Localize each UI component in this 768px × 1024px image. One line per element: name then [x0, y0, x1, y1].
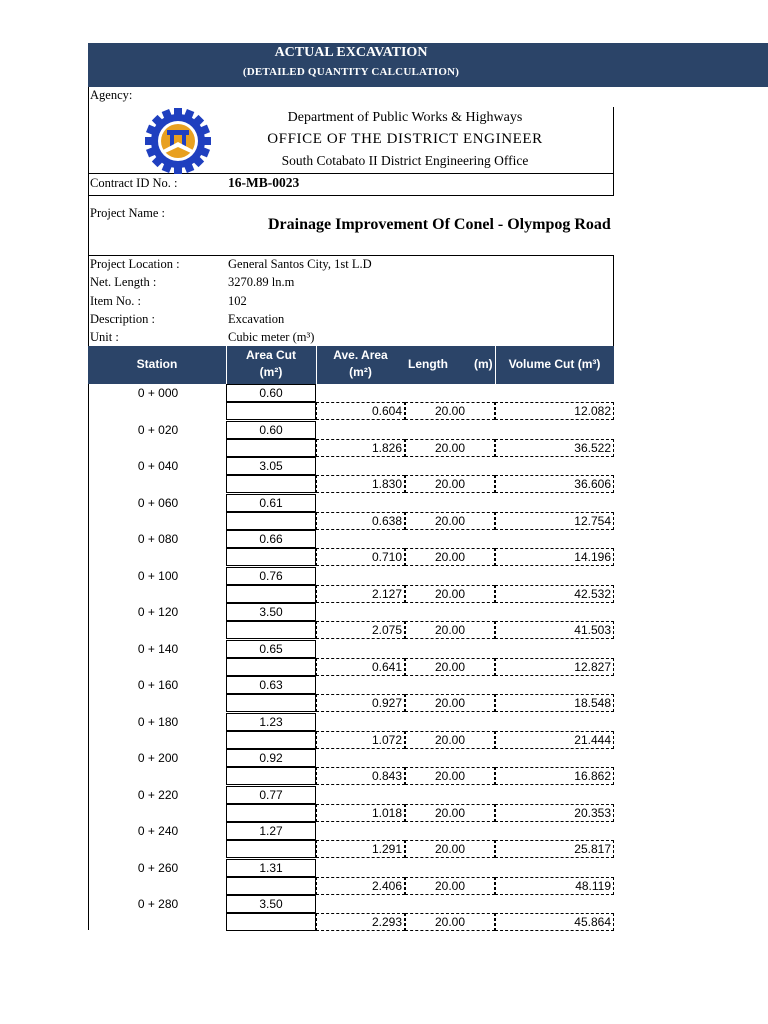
- station-label: 0 + 200: [137, 751, 179, 765]
- project-name-label: Project Name :: [90, 206, 165, 220]
- area-cut-blank-cell: [226, 731, 316, 749]
- area-cut-blank-cell: [226, 804, 316, 822]
- net-length-label: Net. Length :: [90, 275, 157, 289]
- station-label: 0 + 220: [137, 788, 179, 802]
- station-label: 0 + 240: [137, 824, 179, 838]
- contract-id-label: Contract ID No. :: [90, 176, 178, 190]
- area-cut-blank-cell: [226, 475, 316, 493]
- area-cut-value: 3.05: [259, 459, 283, 473]
- station-label: 0 + 260: [137, 861, 179, 875]
- volume-cut-value: 14.196: [574, 550, 611, 564]
- station-label: 0 + 100: [137, 569, 179, 583]
- document-title: ACTUAL EXCAVATION: [274, 45, 428, 60]
- length-value: 20.00: [434, 733, 466, 747]
- volume-cut-value: 41.503: [574, 623, 611, 637]
- item-no-label: Item No. :: [90, 294, 142, 308]
- station-label: 0 + 140: [137, 642, 179, 656]
- area-cut-value: 0.66: [259, 532, 283, 546]
- volume-cut-value: 21.444: [574, 733, 611, 747]
- ave-area-value: 1.826: [371, 441, 402, 455]
- length-value: 20.00: [434, 660, 466, 674]
- length-value: 20.00: [434, 477, 466, 491]
- area-cut-value: 0.60: [259, 423, 283, 437]
- length-value: 20.00: [434, 587, 466, 601]
- net-length-value: 3270.89 ln.m: [228, 275, 295, 289]
- area-cut-value: 0.77: [259, 788, 283, 802]
- project-location-label: Project Location :: [90, 257, 180, 271]
- divider-contract: [88, 195, 614, 196]
- volume-cut-value: 48.119: [575, 879, 611, 893]
- agency-label: Agency:: [90, 88, 133, 102]
- length-value: 20.00: [434, 842, 466, 856]
- area-cut-value: 0.61: [259, 496, 283, 510]
- frame-right-line-details: [613, 255, 614, 347]
- column-header-ave-area: Ave. Area: [333, 348, 388, 362]
- station-label: 0 + 000: [137, 386, 179, 400]
- unit-label: Unit :: [90, 330, 119, 344]
- area-cut-value: 0.60: [259, 386, 283, 400]
- area-cut-blank-cell: [226, 658, 316, 676]
- station-label: 0 + 160: [137, 678, 179, 692]
- column-header-ave-area-unit: (m²): [349, 365, 372, 379]
- ave-area-value: 2.293: [371, 915, 402, 929]
- area-cut-value: 0.76: [259, 569, 283, 583]
- ave-area-value: 0.641: [371, 660, 402, 674]
- length-value: 20.00: [434, 550, 466, 564]
- item-no-value: 102: [228, 294, 247, 308]
- station-label: 0 + 120: [137, 605, 179, 619]
- area-cut-blank-cell: [226, 877, 316, 895]
- project-location-value: General Santos City, 1st L.D: [228, 257, 372, 271]
- office-name: OFFICE OF THE DISTRICT ENGINEER: [267, 131, 543, 147]
- ave-area-value: 1.830: [371, 477, 402, 491]
- length-value: 20.00: [434, 623, 466, 637]
- station-label: 0 + 280: [137, 897, 179, 911]
- area-cut-value: 0.65: [259, 642, 283, 656]
- volume-cut-value: 36.606: [574, 477, 611, 491]
- area-cut-blank-cell: [226, 913, 316, 931]
- area-cut-blank-cell: [226, 439, 316, 457]
- volume-cut-value: 18.548: [574, 696, 611, 710]
- length-value: 20.00: [434, 879, 466, 893]
- area-cut-blank-cell: [226, 694, 316, 712]
- column-header-volume-cut: Volume Cut (m³): [508, 357, 601, 371]
- ave-area-value: 1.018: [371, 806, 402, 820]
- volume-cut-value: 20.353: [574, 806, 611, 820]
- project-name-value: Drainage Improvement Of Conel - Olympog Road: [268, 216, 611, 233]
- volume-cut-value: 36.522: [574, 441, 611, 455]
- ave-area-value: 0.638: [371, 514, 402, 528]
- table-left-border: [88, 384, 89, 930]
- length-value: 20.00: [434, 769, 466, 783]
- area-cut-blank-cell: [226, 767, 316, 785]
- area-cut-blank-cell: [226, 621, 316, 639]
- volume-cut-value: 45.864: [574, 915, 611, 929]
- length-value: 20.00: [434, 915, 466, 929]
- station-label: 0 + 180: [137, 715, 179, 729]
- station-label: 0 + 040: [137, 459, 179, 473]
- length-value: 20.00: [434, 514, 466, 528]
- area-cut-value: 3.50: [259, 605, 283, 619]
- ave-area-value: 2.075: [371, 623, 402, 637]
- district-office-name: South Cotabato II District Engineering Office: [281, 153, 529, 168]
- contract-id-value: 16-MB-0023: [228, 175, 300, 190]
- volume-cut-value: 42.532: [574, 587, 611, 601]
- dpwh-gear-seal-icon: [143, 106, 213, 176]
- volume-cut-value: 12.827: [574, 660, 611, 674]
- ave-area-value: 0.843: [371, 769, 402, 783]
- station-label: 0 + 020: [137, 423, 179, 437]
- document-subtitle: (DETAILED QUANTITY CALCULATION): [242, 66, 460, 78]
- description-value: Excavation: [228, 312, 285, 326]
- area-cut-blank-cell: [226, 548, 316, 566]
- ave-area-value: 0.927: [371, 696, 402, 710]
- area-cut-value: 1.23: [259, 715, 283, 729]
- column-header-length: Length: [408, 357, 448, 371]
- ave-area-value: 2.406: [371, 879, 402, 893]
- area-cut-value: 0.63: [259, 678, 283, 692]
- area-cut-blank-cell: [226, 512, 316, 530]
- divider-project: [88, 255, 614, 256]
- ave-area-value: 0.710: [371, 550, 402, 564]
- column-header-area-cut: Area Cut: [245, 348, 296, 362]
- station-label: 0 + 080: [137, 532, 179, 546]
- frame-right-line-agency: [613, 107, 614, 195]
- column-header-area-cut-unit: (m²): [259, 365, 283, 379]
- station-label: 0 + 060: [137, 496, 179, 510]
- length-value: 20.00: [434, 441, 466, 455]
- unit-value: Cubic meter (m³): [228, 330, 315, 344]
- department-name: Department of Public Works & Highways: [287, 110, 523, 125]
- column-header-length-unit: (m): [474, 357, 493, 371]
- length-value: 20.00: [434, 806, 466, 820]
- ave-area-value: 1.072: [371, 733, 402, 747]
- area-cut-value: 1.27: [259, 824, 283, 838]
- volume-cut-value: 25.817: [574, 842, 611, 856]
- frame-left-line: [88, 87, 89, 347]
- ave-area-value: 2.127: [371, 587, 402, 601]
- area-cut-value: 3.50: [259, 897, 283, 911]
- length-value: 20.00: [434, 404, 466, 418]
- column-header-station: Station: [136, 357, 178, 371]
- area-cut-value: 0.92: [259, 751, 283, 765]
- area-cut-blank-cell: [226, 402, 316, 420]
- volume-cut-value: 12.082: [574, 404, 611, 418]
- area-cut-blank-cell: [226, 840, 316, 858]
- volume-cut-value: 16.862: [574, 769, 611, 783]
- volume-cut-value: 12.754: [574, 514, 611, 528]
- area-cut-value: 1.31: [259, 861, 283, 875]
- ave-area-value: 1.291: [371, 842, 402, 856]
- description-label: Description :: [90, 312, 155, 326]
- area-cut-blank-cell: [226, 585, 316, 603]
- ave-area-value: 0.604: [371, 404, 402, 418]
- length-value: 20.00: [434, 696, 466, 710]
